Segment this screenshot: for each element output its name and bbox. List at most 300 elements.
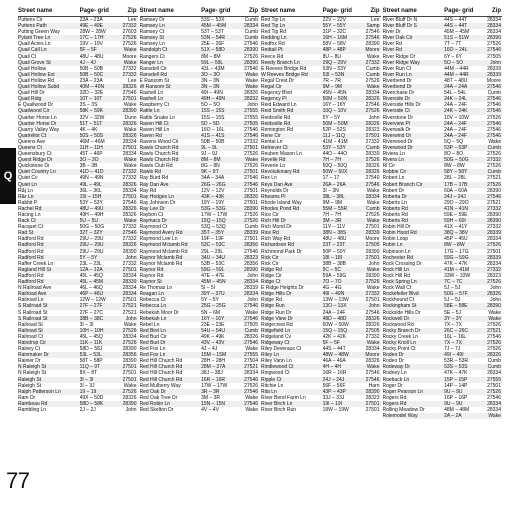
page-grid: 17W – 17W	[201, 382, 228, 389]
street-name: Rambling Ln	[18, 407, 47, 413]
zip-code: 27526	[122, 339, 137, 346]
zip-code: Moore	[365, 352, 380, 359]
zip-code: 28326	[122, 84, 137, 91]
street-name: Rock Spring Ln	[382, 279, 417, 286]
street-name: Rock Wall Ct	[382, 285, 412, 292]
zip-code: 28334	[122, 333, 137, 340]
zip-code: Wake	[366, 199, 380, 206]
page-grid: 50M – 50N	[322, 96, 348, 103]
zip-code: 27526	[365, 108, 380, 115]
zip-code: 27555	[244, 114, 258, 121]
zip-code: 27501	[365, 297, 380, 304]
zip-code: 27546	[365, 29, 380, 36]
page-grid: 58Y – 58Y	[444, 169, 468, 176]
page-grid: 26A – 26A	[322, 181, 346, 188]
zip-code: 27526	[122, 388, 137, 395]
street-name: Rockwood Rd	[382, 321, 414, 328]
page-grid: 44M – 44R	[444, 71, 469, 78]
zip-code: John	[247, 272, 258, 279]
page-grid: 49H – 49N	[201, 96, 226, 103]
zip-code: 27504	[244, 358, 258, 365]
street-name: Ranger Ln	[139, 59, 163, 66]
street-name: Rick Cir	[261, 260, 279, 267]
page-grid: 16Y – 16Y	[322, 102, 346, 109]
street-name: Reedy Branch Ln	[261, 59, 300, 66]
street-name: Remington Rd	[261, 126, 293, 133]
street-name: Radford Rd	[18, 254, 44, 261]
page-grid: 13W – 13W	[322, 297, 349, 304]
page-grid: 28L – 28L	[444, 175, 467, 182]
page-grid: 32V – 32W	[79, 114, 105, 121]
street-name: Richardson Rd	[261, 242, 295, 249]
zip-code: 28326	[122, 120, 137, 127]
street-name: Reverie Ln	[261, 163, 286, 170]
page-grid: 5I – 5I	[201, 285, 216, 292]
zip-code: 27546	[487, 96, 501, 103]
page-grid: 15N – 15N	[201, 400, 226, 407]
page-grid: 51T – 51T	[79, 120, 103, 127]
page-grid: 50B – 50B	[79, 65, 103, 72]
page-grid: 8W – 8W	[444, 163, 465, 170]
street-name: Ray Johnson Dr	[139, 199, 176, 206]
page-grid: 16R – 16R	[201, 376, 226, 383]
street-name: Riverview Pl	[382, 120, 411, 127]
zip-code: 28323	[365, 394, 380, 401]
page-grid: 16O – 16L	[201, 126, 225, 133]
zip-code: Cumb	[244, 35, 258, 42]
page-grid: 55M – 55R	[322, 205, 348, 212]
page-grid: 53Q – 53Q	[201, 224, 226, 231]
street-name: Rocky Creek Ln	[382, 333, 419, 340]
zip-code: 28326	[365, 169, 380, 176]
page-grid: 53L – 53L	[79, 352, 102, 359]
street-name: Redfox Rd	[261, 41, 285, 48]
zip-code: 27521	[122, 309, 137, 316]
zip-code: 28339	[122, 279, 137, 286]
page-grid: 10Q – 10V	[322, 108, 347, 115]
zip-code: 28390	[487, 187, 501, 194]
zip-code: 27501	[122, 193, 137, 200]
zip-code: Wake	[123, 321, 137, 328]
street-name: Robbie Cir	[382, 169, 407, 176]
page-grid: 17C – 17H	[79, 35, 104, 42]
street-name: Raymond Mclamb Rd	[139, 242, 188, 249]
street-name: S Railroad St	[18, 309, 48, 316]
street-name: Quiet Cv	[18, 175, 38, 182]
page-grid: 59L – 59L	[201, 59, 224, 66]
street-name: Pylant Tree Ln	[18, 35, 51, 42]
zip-code: John	[125, 254, 137, 261]
zip-code: Cumb	[487, 358, 501, 365]
zip-code: 27546	[244, 132, 258, 139]
page-grid: 59G – 59L	[201, 266, 225, 273]
page-grid: 4J – 4J	[79, 59, 96, 66]
zip-code: John	[125, 315, 137, 322]
page-grid: 2J – 2J	[79, 407, 96, 413]
street-name: Red Bud Cir	[139, 333, 167, 340]
street-name: Raspberry Ct	[139, 102, 169, 109]
page-grid: 29Q – 29V	[322, 59, 347, 66]
zip-code: 27555	[244, 108, 258, 115]
street-name: Regency Pl	[261, 96, 287, 103]
page-grid: 16H – 16M	[322, 35, 348, 42]
street-name: R&r Ln	[18, 193, 34, 200]
page-grid: 26C – 26C	[444, 327, 469, 334]
street-name: River Bend Farm Ln	[261, 394, 306, 401]
street-name: Ridge Rd	[261, 266, 282, 273]
street-name: Red Bud Dr	[139, 339, 166, 346]
zip-code: Cumb	[244, 29, 258, 36]
zip-code: 27546	[365, 376, 380, 383]
street-name: Quailwood Cir	[18, 108, 50, 115]
page-grid: 12W – 12W	[79, 297, 106, 304]
zip-code: 28326	[365, 321, 380, 328]
page-grid: 45T – 46P	[79, 151, 103, 158]
street-name: Riverchase Dr	[382, 90, 415, 97]
zip-code: Wake	[123, 218, 137, 225]
page-grid: 9M – 9M	[322, 199, 343, 206]
page-grid: 16O – 24L	[444, 47, 468, 54]
page-grid: 7O – 7O	[322, 279, 342, 286]
zip-code: 28334	[122, 151, 137, 158]
zip-code: 28390	[487, 218, 501, 225]
page-grid: 15Q – 15Q	[201, 218, 226, 225]
zip-code: 28334	[122, 138, 137, 145]
street-name: Rashell Ln	[139, 96, 164, 103]
zip-code: Cumb	[366, 205, 380, 212]
zip-code: 27546	[244, 388, 258, 395]
zip-code: Moore	[365, 47, 380, 54]
zip-code: 27501	[244, 199, 258, 206]
zip-code: 27501	[365, 254, 380, 261]
street-name: Richmond Park Dr	[261, 248, 302, 255]
street-name: Quail Hollow	[18, 65, 47, 72]
street-name: Red Tip Ln	[261, 17, 286, 23]
zip-code: 27501	[122, 144, 137, 151]
page-grid: 53Y – 53Y	[322, 144, 346, 151]
street-name: Quarter Horse Ln	[18, 114, 57, 121]
page-grid: 46M – 46M	[79, 138, 105, 145]
zip-code: 28332	[244, 96, 258, 103]
street-name: Railroad Ave	[18, 291, 47, 298]
page-grid: 29U – 29U	[79, 248, 104, 255]
page-grid: 23T – 23T	[322, 242, 346, 249]
page-grid: 5N – 6M	[201, 309, 221, 316]
zip-code: 28326	[122, 212, 137, 218]
page-grid: 44S – 44T	[444, 17, 468, 23]
zip-code: 28390	[122, 346, 137, 353]
page-grid: 5J – 5J	[444, 285, 461, 292]
street-name: Radford Rd	[18, 248, 44, 255]
page-grid: 5J – 5J	[444, 297, 461, 304]
zip-code: 27526	[365, 157, 380, 164]
street-name: Regal Crest Dr	[261, 77, 295, 84]
zip-code: 28356	[244, 260, 258, 267]
page-grid: 24K – 24K	[444, 108, 468, 115]
street-name: Riviera Ln	[382, 151, 406, 158]
page-grid: 39Y – 37U	[201, 291, 225, 298]
page-grid: 34U – 34U	[201, 254, 226, 261]
page-grid: 42K – 42K	[322, 333, 346, 340]
street-name: Reynolds Dr	[261, 187, 289, 194]
street-name: Ray Dan Ave	[139, 181, 169, 188]
street-name: Quickstone Dr	[18, 163, 50, 170]
zip-code: Cumb	[366, 65, 380, 72]
street-name: Red Skelton Dr	[139, 407, 174, 413]
zip-code: 28334	[487, 400, 501, 407]
street-name: Ramsey Ln	[139, 41, 165, 48]
page-grid: 3R – 3R	[201, 388, 220, 395]
page-grid: 49I – 49N	[322, 291, 345, 298]
street-name: Rebekah Ln	[139, 315, 167, 322]
zip-code: 28390	[365, 41, 380, 48]
page-grid: 50M – 50M	[322, 120, 348, 127]
index-column	[140, 6, 260, 454]
street-name: Rebel Ln	[139, 321, 160, 328]
zip-code: 27526	[244, 212, 258, 218]
zip-code: Moore	[365, 236, 380, 243]
street-name: Ramsey Dr	[139, 17, 165, 23]
page-grid: 48D – 48D	[322, 315, 347, 322]
zip-code: Wake	[488, 309, 501, 316]
page-grid: 16L – 16L	[444, 333, 467, 340]
page-grid: 45L – 45Q	[79, 333, 103, 340]
zip-code: 28334	[122, 285, 137, 292]
street-name: Rainey Ct	[18, 346, 40, 353]
street-name: Rice Cir	[261, 212, 279, 218]
page-grid: 7X – 7X	[444, 339, 462, 346]
street-name: Red Hill Church Rd	[139, 376, 183, 383]
zip-code: 28339	[365, 151, 380, 158]
page-grid: 15P – 15P	[444, 376, 468, 383]
street-name: E Ridge Heights Dr	[261, 285, 304, 292]
zip-code: 27526	[487, 114, 501, 121]
page-grid: 53N – 54R	[201, 35, 226, 42]
street-name: Roebuck Ln	[382, 376, 410, 383]
zip-code: 28390	[122, 400, 137, 407]
street-name: Reid Smith Rd	[261, 108, 294, 115]
page-grid: 38B – 38C	[79, 315, 104, 322]
page-grid: 24A – 24F	[444, 102, 467, 109]
page-grid: 33W – 33W	[444, 272, 471, 279]
page-grid: 49I – 49I	[444, 352, 464, 359]
street-name: Robin Loop	[382, 236, 409, 243]
page-grid: 11H – 11H	[79, 144, 103, 151]
page-grid: 17G – 17G	[444, 248, 469, 255]
zip-code: 27555	[244, 352, 258, 359]
zip-code: John	[490, 285, 501, 292]
zip-code: 28334	[365, 346, 380, 353]
zip-code: 27526	[244, 382, 258, 389]
page-grid: 15I – 15H	[79, 193, 102, 200]
page-grid: 46L – 46Q	[79, 285, 103, 292]
page-grid: 15M – 15M	[201, 352, 227, 359]
page-grid: 5F – 5F	[79, 47, 97, 54]
page-grid: 5Y – 5Y	[79, 254, 98, 261]
zip-code: 27505	[365, 242, 380, 249]
page-grid: 50W – 50W	[322, 321, 349, 328]
zip-code: Wake	[366, 285, 380, 292]
street-name: River Run Ct	[382, 65, 412, 72]
header-zip: Zip	[370, 8, 380, 14]
street-name: Reidsville Rd	[261, 114, 291, 121]
page-grid: 38Q – 38V	[444, 230, 469, 237]
zip-code: 27546	[487, 108, 501, 115]
page-grid: 5Q – 5Q	[444, 138, 464, 145]
zip-code: 28334	[122, 272, 137, 279]
street-name: Ramsey Ct	[139, 29, 165, 36]
zip-code: 27332	[487, 266, 501, 273]
street-name: Raven Rd	[139, 132, 162, 139]
street-name: Rangers Ct	[139, 53, 165, 60]
page-grid: 38J – 38J	[201, 370, 223, 377]
zip-code: John	[490, 297, 501, 304]
page-grid: 8G – 8N	[201, 163, 220, 170]
zip-code: 27526	[244, 151, 258, 158]
zip-code: 27546	[244, 303, 258, 310]
page-grid: 5F – 5F	[322, 339, 340, 346]
page-grid: 11K – 11K	[79, 339, 103, 346]
zip-code: 28390	[487, 303, 501, 310]
column-header	[18, 6, 138, 17]
street-name: Rashell Ln	[139, 90, 164, 97]
street-name: Rolling Meadow Dr	[382, 407, 425, 413]
zip-code: Wake	[245, 71, 258, 78]
page-grid: 8W – 8W	[444, 242, 465, 249]
street-name: Ridge Hills Dr	[261, 291, 292, 298]
street-name: Rocky Point Ct	[382, 346, 416, 353]
street-name: Re Thomas Ln	[139, 285, 173, 292]
zip-code: 27332	[487, 157, 501, 164]
zip-code: 28323	[365, 126, 380, 133]
page-grid: 48W – 48W	[322, 352, 349, 359]
street-name: Rockefeller Blvd	[382, 291, 419, 298]
page-grid: 53S – 53X	[201, 17, 225, 23]
page-grid: 14P – 14P	[444, 382, 468, 389]
zip-code: 28390	[122, 108, 137, 115]
street-name: Roberts Rd	[382, 212, 408, 218]
zip-code: Wake	[366, 266, 380, 273]
street-name: Rock Hill Ln	[382, 266, 410, 273]
street-name: Ransdell Cir	[139, 65, 167, 72]
zip-code: 28334	[244, 23, 258, 30]
street-name: Rick Cir	[261, 254, 279, 261]
page-grid: 7T – 7T	[444, 41, 462, 48]
street-name: Reidsville Rd	[261, 120, 291, 127]
page-grid: 48T – 48U	[444, 77, 468, 84]
zip-code: 27332	[122, 224, 137, 231]
page-grid: 10T – 10T	[79, 96, 103, 103]
zip-code: 27546	[487, 120, 501, 127]
zip-code: Wake	[123, 102, 137, 109]
street-name: River Birch Ln	[261, 400, 293, 407]
zip-code: 27501	[122, 364, 137, 371]
zip-code: 27546	[365, 370, 380, 377]
page-grid: 3O – 3O	[201, 71, 221, 78]
street-name: Rawls Church Rd	[139, 144, 179, 151]
zip-code: 27546	[487, 193, 501, 200]
zip-code: 28334	[244, 291, 258, 298]
zip-code: 28326	[365, 315, 380, 322]
page-grid: 49H – 49H	[79, 212, 104, 218]
street-name: Railroad St	[18, 327, 43, 334]
page-grid: 16R – 16R	[322, 370, 347, 377]
street-name: Riverwalk Dr	[382, 126, 411, 133]
street-name: Raynor Rd	[139, 272, 164, 279]
zip-code: 27546	[487, 84, 501, 91]
street-name: Rheams Pl	[261, 193, 286, 200]
street-name: Reece Rd	[261, 53, 284, 60]
street-name: Raven Hill Ct	[139, 120, 169, 127]
zip-code: Wake	[245, 77, 258, 84]
street-name: River Ridge Way	[382, 59, 420, 66]
zip-code: 27546	[244, 376, 258, 383]
page-grid: 45L – 45M	[79, 279, 104, 286]
page-grid: 7X – 7X	[444, 321, 462, 328]
zip-code: 27332	[365, 333, 380, 340]
zip-code: 28326	[365, 358, 380, 365]
street-name: Radford Rd	[18, 236, 44, 243]
page-grid: 5O – 5O	[201, 102, 221, 109]
section-letter-tab: Q	[0, 148, 16, 204]
page-grid: 58V – 58V	[322, 41, 346, 48]
street-name: Rockhound Ct	[382, 297, 415, 304]
street-name: Rich Way Rd	[261, 236, 290, 243]
street-name: Ray Burd Rd	[139, 175, 169, 182]
street-name: Railroad Ln	[18, 297, 44, 304]
page-grid: 3I – 3J	[79, 382, 95, 389]
page-grid: 10V – 10W	[444, 114, 469, 121]
street-name: Riley Ln	[261, 352, 280, 359]
zip-code: 27526	[487, 41, 501, 48]
page-grid: 19W – 19W	[322, 407, 349, 413]
street-index-grid	[18, 6, 502, 454]
page-grid: 11J – 11Q	[322, 132, 345, 139]
page-grid: 3M – 3R	[201, 394, 221, 401]
street-name: Rivera Ln	[382, 157, 404, 164]
zip-code: 27526	[487, 181, 501, 188]
street-name: Red Hill Church Rd	[139, 358, 183, 365]
zip-code: 27526	[122, 327, 137, 334]
header-street-name: Street name	[261, 8, 296, 14]
page-grid: 3N – 3N	[201, 84, 220, 91]
street-name: Rawls Club Rd	[139, 163, 173, 170]
zip-code: 27501	[122, 376, 137, 383]
street-name: Quail Call Ln	[18, 47, 47, 54]
street-name: Rolemodel Way	[382, 413, 418, 420]
page-grid: 2A – 2A	[444, 413, 462, 420]
zip-code: 27332	[487, 205, 501, 212]
street-name: Quest Ridge Dr	[18, 157, 53, 164]
zip-code: 27546	[365, 181, 380, 188]
street-name: E Reeves Bridge Rd	[261, 65, 307, 72]
page-grid: 50B – 50B	[201, 138, 225, 145]
zip-code: 28326	[487, 291, 501, 298]
street-name: Rockwell Dr	[382, 315, 410, 322]
zip-code: 28334	[365, 90, 380, 97]
street-name: Radford Rd	[18, 272, 44, 279]
street-name: Riverwood Dr	[382, 144, 413, 151]
page-grid: 12V – 12V	[201, 187, 225, 194]
street-name: Rabbit P	[18, 199, 38, 206]
street-name: Queens Ave	[18, 138, 46, 145]
street-name: Quail Ridg	[18, 96, 42, 103]
zip-code: 27603	[122, 29, 137, 36]
page-grid: 10H – 10H	[79, 327, 104, 334]
street-name: Putting Green Way	[18, 29, 61, 36]
street-name: Ray Rd	[139, 187, 157, 194]
page-grid: 60A – 60A	[444, 187, 468, 194]
